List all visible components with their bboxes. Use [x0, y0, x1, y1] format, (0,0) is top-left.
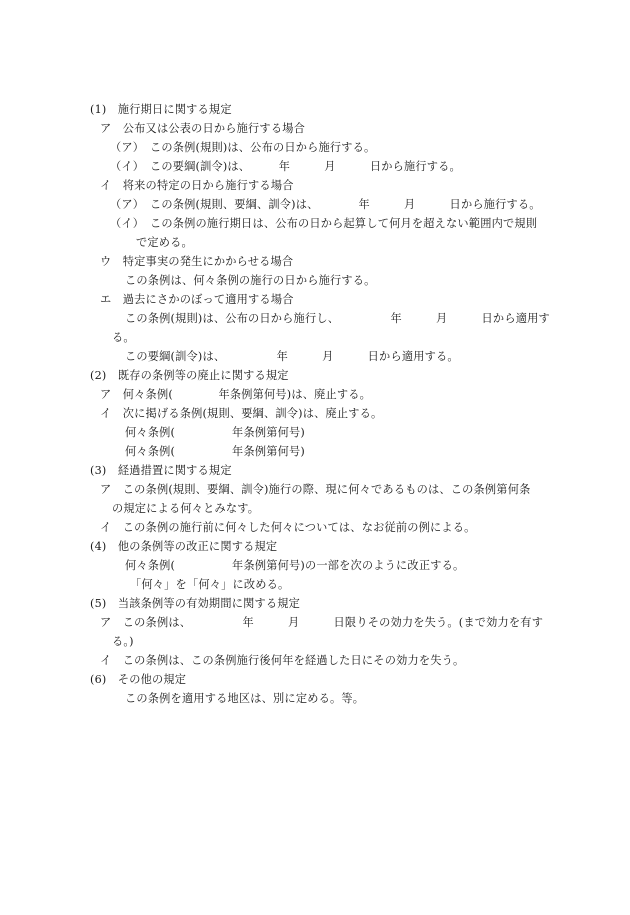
item-i-2-continuation: で定める。: [136, 236, 193, 249]
item-e-text-1-continuation: る。: [112, 331, 135, 344]
item-e-text-1: この条例(規則)は、公布の日から施行し、 年 月 日から適用す: [125, 312, 550, 325]
item-i-heading: イ 将来の特定の日から施行する場合: [100, 179, 294, 192]
section-6-heading: (6) その他の規定: [90, 673, 187, 686]
item-e-text-2: この要綱(訓令)は、 年 月 日から適用する。: [125, 350, 459, 363]
section-4-text: 何々条例( 年条例第何号)の一部を次のように改正する。: [125, 559, 465, 572]
item-u-heading: ウ 特定事実の発生にかからせる場合: [100, 255, 294, 268]
section-4-amendment: 「何々」を「何々」に改める。: [130, 578, 290, 591]
item-i-1: （ア） この条例(規則、要綱、訓令)は、 年 月 日から施行する。: [110, 198, 541, 211]
section-5-item-i: イ この条例は、この条例施行後何年を経過した日にその効力を失う。: [100, 654, 465, 667]
section-2-heading: (2) 既存の条例等の廃止に関する規定: [90, 369, 289, 382]
section-1-heading: (1) 施行期日に関する規定: [90, 103, 232, 116]
section-3-item-a-continuation: の規定による何々とみなす。: [112, 502, 260, 515]
section-5-heading: (5) 当該条例等の有効期間に関する規定: [90, 597, 301, 610]
item-a-2: （イ） この要綱(訓令)は、 年 月 日から施行する。: [110, 160, 461, 173]
section-6-text: この条例を適用する地区は、別に定める。等。: [125, 692, 365, 705]
section-2-list-item: 何々条例( 年条例第何号): [125, 426, 305, 439]
section-3-item-i: イ この条例の施行前に何々した何々については、なお従前の例による。: [100, 521, 476, 534]
section-3-item-a: ア この条例(規則、要綱、訓令)施行の際、現に何々であるものは、この条例第何条: [100, 483, 531, 496]
section-2-item-a: ア 何々条例( 年条例第何号)は、廃止する。: [100, 388, 372, 401]
item-a-heading: ア 公布又は公表の日から施行する場合: [100, 122, 305, 135]
item-i-2: （イ） この条例の施行期日は、公布の日から起算して何月を超えない範囲内で規則: [110, 217, 538, 230]
section-2-list-item: 何々条例( 年条例第何号): [125, 445, 305, 458]
section-4-heading: (4) 他の条例等の改正に関する規定: [90, 540, 278, 553]
section-5-item-a-continuation: る。): [112, 635, 134, 648]
item-e-heading: エ 過去にさかのぼって適用する場合: [100, 293, 294, 306]
item-a-1: （ア） この条例(規則)は、公布の日から施行する。: [110, 141, 376, 154]
section-2-item-i: イ 次に掲げる条例(規則、要綱、訓令)は、廃止する。: [100, 407, 383, 420]
item-u-text: この条例は、何々条例の施行の日から施行する。: [125, 274, 376, 287]
section-5-item-a: ア この条例は、 年 月 日限りその効力を失う。(まで効力を有す: [100, 616, 544, 629]
section-3-heading: (3) 経過措置に関する規定: [90, 464, 232, 477]
